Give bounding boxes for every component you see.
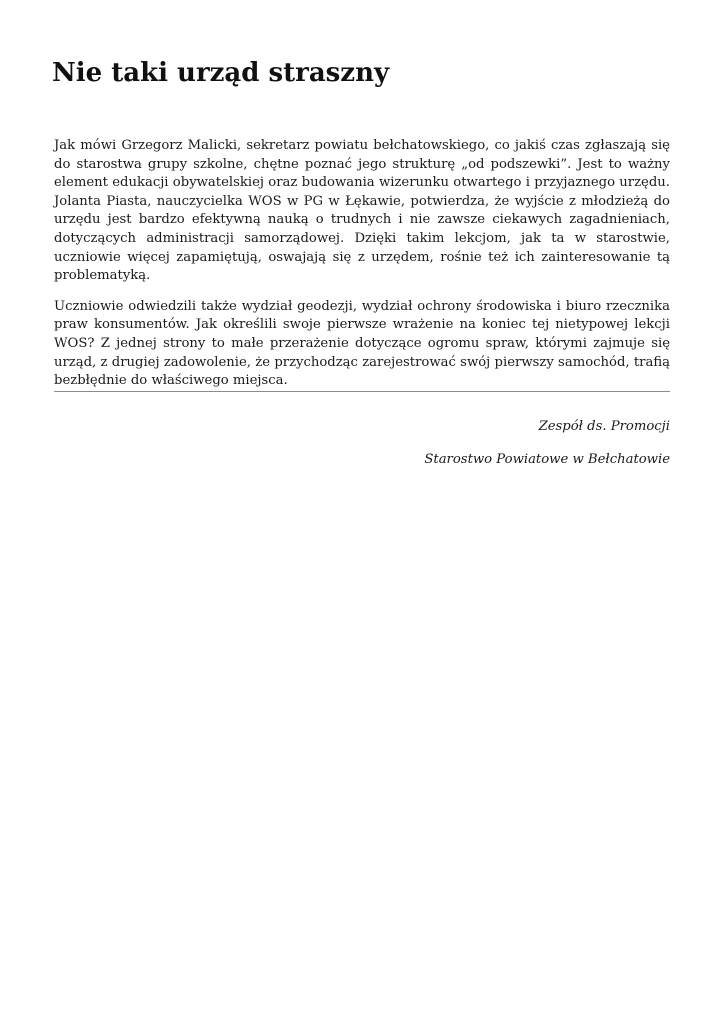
article-paragraph-2: Uczniowie odwiedzili także wydział geodezji, wydział ochrony środowiska i biuro rzecznika praw konsumentów. Jak określili swoje pierwsze wrażenie na koniec tej nietypowej lekcji WOS? Z jednej strony to małe przerażenie dotyczące ogromu spraw, którymi zajmuje się urząd, z drugiej zadowolenie, że przychodząc zarejestrować swój pierwszy samochód, trafią bezbłędnie do właściwego miejsca. — [54, 298, 670, 389]
signature-office: Starostwo Powiatowe w Bełchatowie — [424, 452, 670, 467]
article-body — [54, 137, 670, 403]
signature-team: Zespół ds. Promocji — [538, 419, 670, 434]
horizontal-divider — [54, 391, 670, 392]
article-title: Nie taki urząd straszny — [52, 58, 390, 88]
article-paragraph-1: Jak mówi Grzegorz Malicki, sekretarz powiatu bełchatowskiego, co jakiś czas zgłaszają się do starostwa grupy szkolne, chętne poznać jego strukturę „od podszewki”. Jest to ważny element edukacji obywatelskiej oraz budowania wizerunku otwartego i przyjaznego urzędu. Jolanta Piasta, nauczycielka WOS w PG w Łękawie, potwierdza, że wyjście z młodzieżą do urzędu jest bardzo efektywną nauką o trudnych i nie zawsze ciekawych zagadnieniach, dotyczących administracji samorządowej. Dzięki takim lekcjom, jak ta w starostwie, uczniowie więcej zapamiętują, oswajają się z urzędem, rośnie też ich zainteresowanie tą problematyką. — [54, 138, 670, 284]
